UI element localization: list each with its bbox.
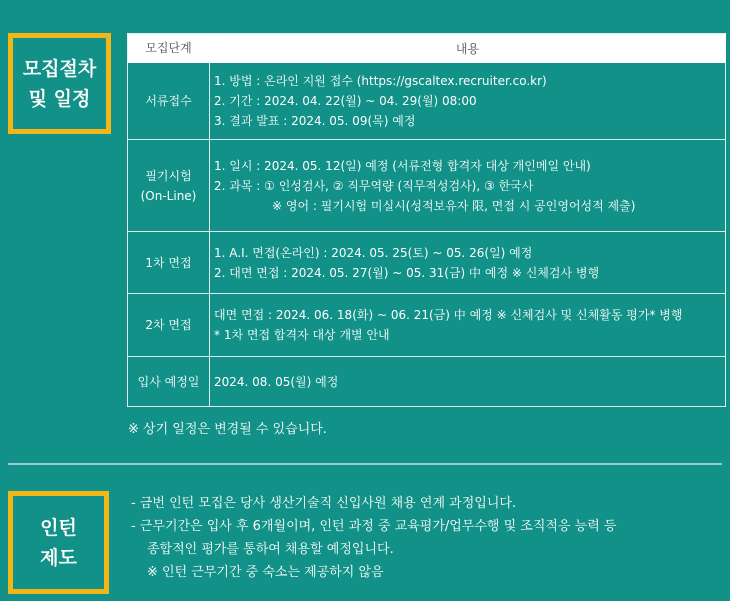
content-cell bbox=[210, 63, 726, 140]
content-line: 1. 일시 : 2024. 05. 12(일) 예정 (서류전형 합격자 대상 개인메일 안내) bbox=[214, 158, 591, 173]
schedule-section-badge bbox=[8, 33, 111, 134]
content-cell bbox=[210, 294, 726, 357]
schedule-table bbox=[127, 33, 726, 407]
content-line: 1. A.I. 면접(온라인) : 2024. 05. 25(토) ~ 05. 26(일) 예정 bbox=[214, 245, 533, 260]
intern-line: 종합적인 평가를 통하여 채용할 예정입니다. bbox=[147, 542, 394, 557]
intern-title-line1: 인턴 bbox=[40, 516, 77, 539]
header-stage: 모집단계 bbox=[128, 34, 210, 63]
stage-cell bbox=[128, 140, 210, 232]
content-line: 1. 방법 : 온라인 지원 접수 (https://gscaltex.recruiter.co.kr) bbox=[214, 74, 547, 88]
table-row bbox=[128, 357, 726, 407]
intern-line: - 금번 인턴 모집은 당사 생산기술직 신입사원 채용 연계 과정입니다. bbox=[131, 496, 517, 511]
content-line: 2. 기간 : 2024. 04. 22(월) ~ 04. 29(월) 08:00 bbox=[214, 94, 477, 108]
content-cell bbox=[210, 357, 726, 407]
stage-label: 1차 면접 bbox=[145, 255, 192, 270]
schedule-title-line1: 모집절차 bbox=[22, 57, 97, 80]
content-cell bbox=[210, 232, 726, 294]
stage-label: 2차 면접 bbox=[145, 318, 192, 332]
content-line: ※ 영어 : 필기시험 미실시(성적보유자 限, 면접 시 공인영어성적 제출) bbox=[272, 198, 636, 213]
content-line: 2024. 08. 05(월) 예정 bbox=[214, 374, 339, 389]
intern-line: ※ 인턴 근무기간 중 숙소는 제공하지 않음 bbox=[147, 565, 384, 580]
table-row bbox=[128, 232, 726, 294]
stage-label: 입사 예정일 bbox=[137, 374, 200, 389]
table-row bbox=[128, 294, 726, 357]
content-line: 2. 과목 : ① 인성검사, ② 직무역량 (직무적성검사), ③ 한국사 bbox=[214, 178, 534, 193]
table-row bbox=[128, 63, 726, 140]
intern-line: - 근무기간은 입사 후 6개월이며, 인턴 과정 중 교육평가/업무수행 및 조직적응 능력 등 bbox=[131, 519, 617, 534]
schedule-title-line2: 및 일정 bbox=[28, 87, 91, 110]
stage-label: 서류접수 bbox=[145, 94, 192, 108]
intern-description bbox=[131, 492, 616, 584]
table-row bbox=[128, 140, 726, 232]
stage-cell bbox=[128, 232, 210, 294]
intern-title-line2: 제도 bbox=[40, 546, 77, 569]
stage-cell bbox=[128, 357, 210, 407]
content-line: 2. 대면 면접 : 2024. 05. 27(월) ~ 05. 31(금) 中 예정 ※ 신체검사 병행 bbox=[214, 265, 600, 280]
table-header-row bbox=[128, 34, 726, 63]
stage-label: 필기시험 bbox=[145, 168, 192, 183]
stage-label: (On-Line) bbox=[140, 188, 197, 203]
schedule-note: ※ 상기 일정은 변경될 수 있습니다. bbox=[128, 422, 327, 437]
stage-cell bbox=[128, 294, 210, 357]
header-content: 내용 bbox=[210, 34, 726, 63]
stage-cell bbox=[128, 63, 210, 140]
intern-section-badge bbox=[8, 491, 109, 594]
section-divider bbox=[8, 463, 722, 465]
content-line: 대면 면접 : 2024. 06. 18(화) ~ 06. 21(금) 中 예정 ※ 신체검사 및 신체활동 평가* 병행 bbox=[214, 308, 683, 322]
content-line: 3. 결과 발표 : 2024. 05. 09(목) 예정 bbox=[214, 114, 416, 128]
content-line: * 1차 면접 합격자 대상 개별 안내 bbox=[214, 328, 390, 342]
content-cell bbox=[210, 140, 726, 232]
